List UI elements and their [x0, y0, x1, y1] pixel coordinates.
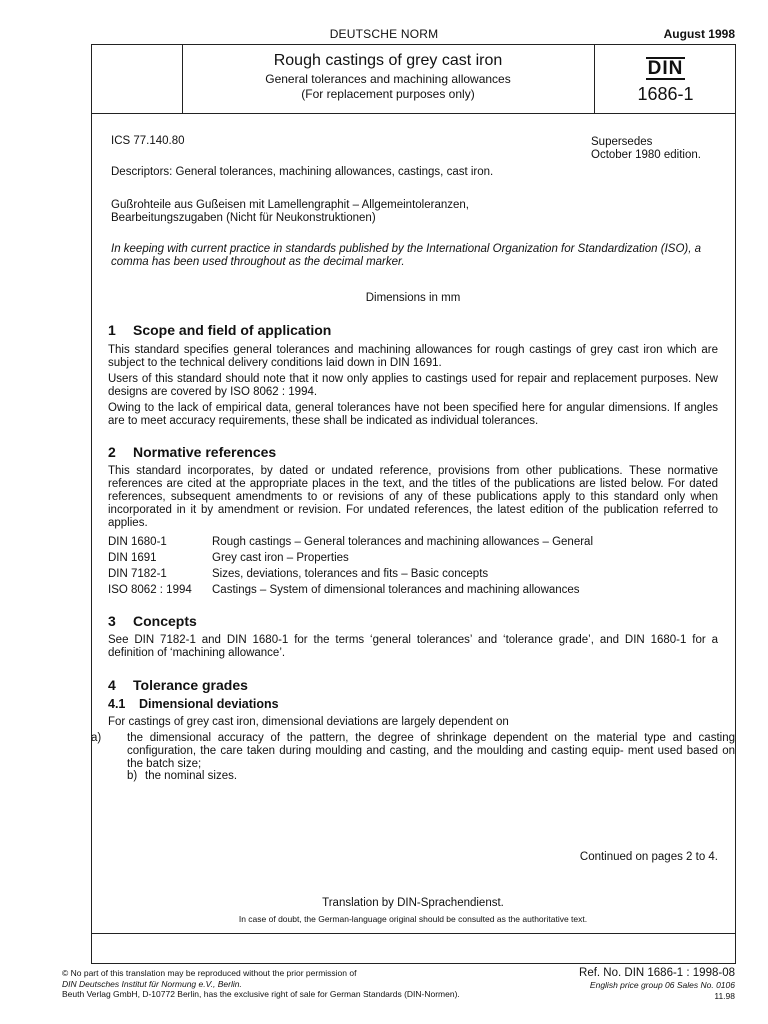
- document-title: Rough castings of grey cast iron: [273, 52, 503, 69]
- section-3-paragraph-1: See DIN 7182-1 and DIN 1680-1 for the terms ‘general tolerances’ and ‘tolerance grade’, and DIN 1680-1 for a definition of ‘machining allowance’.: [108, 634, 718, 659]
- copyright-line-3: Beuth Verlag GmbH, D-10772 Berlin, has the exclusive right of sale for German Standards (DIN-Normen).: [62, 989, 460, 999]
- reference-code: DIN 7182-1: [108, 568, 167, 580]
- section-3-title: Concepts: [133, 613, 197, 629]
- print-date-code: 11.98: [714, 991, 735, 1001]
- list-item-b: [127, 770, 237, 783]
- list-item-text: the dimensional accuracy of the pattern, the degree of shrinkage dependent on the material type and casting configuration, the care taken during moulding and casting, and the moulding and casting equip- ment used based on the batch size;: [127, 732, 735, 770]
- supersedes-edition: October 1980 edition.: [591, 149, 701, 161]
- section-3-number: 3: [108, 613, 116, 629]
- standard-type: DEUTSCHE NORM: [329, 27, 439, 41]
- list-item-text: the nominal sizes.: [145, 770, 238, 782]
- copyright-line-1: © No part of this translation may be reproduced without the prior permission of: [62, 968, 357, 978]
- frame-divider: [92, 933, 735, 934]
- price-group: English price group 06 Sales No. 0106: [589, 980, 735, 990]
- reference-title: Castings – System of dimensional tolerances and machining allowances: [212, 584, 580, 596]
- section-2-number: 2: [108, 444, 116, 460]
- ics-code: ICS 77.140.80: [111, 135, 185, 147]
- german-title-line-1: Gußrohteile aus Gußeisen mit Lamellengraphit – Allgemeintoleranzen,: [111, 199, 469, 211]
- continued-note: Continued on pages 2 to 4.: [579, 851, 718, 863]
- supersedes-label: Supersedes: [591, 136, 653, 148]
- din-logo: DIN: [647, 58, 684, 79]
- section-1-paragraph-3: Owing to the lack of empirical data, general tolerances have not been specified here for angular dimensions. If angles are to meet accuracy requirements, these shall be indicated as individual tolerances.: [108, 402, 718, 427]
- iso-decimal-note: In keeping with current practice in standards published by the International Organization for Standardization (ISO), a comma has been used throughout as the decimal marker.: [111, 243, 702, 268]
- title-cell: [182, 45, 594, 113]
- title-block-left-cell: [92, 45, 183, 113]
- german-title-line-2: Bearbeitungszugaben (Nicht für Neukonstruktionen): [111, 212, 376, 224]
- descriptors: Descriptors: General tolerances, machining allowances, castings, cast iron.: [111, 166, 494, 178]
- copyright-line-2: DIN Deutsches Institut für Normung e.V., Berlin.: [62, 978, 242, 989]
- list-item-label: a): [91, 732, 102, 744]
- section-4-1-number: 4.1: [108, 697, 126, 711]
- reference-code: DIN 1691: [108, 552, 157, 564]
- document-subtitle-2: (For replacement purposes only): [301, 87, 475, 101]
- reference-number-block: [579, 967, 735, 1002]
- german-title: [111, 199, 671, 225]
- supersedes-note: [591, 136, 731, 162]
- section-1-paragraph-2: Users of this standard should note that it now only applies to castings used for repair and replacement purposes. New designs are covered by ISO 8062 : 1994.: [108, 373, 718, 398]
- reference-code: ISO 8062 : 1994: [108, 584, 192, 596]
- section-4-1-heading: [108, 697, 279, 711]
- publication-date: August 1998: [663, 27, 735, 41]
- section-3-heading: [108, 613, 197, 629]
- section-2-title: Normative references: [133, 444, 277, 460]
- section-4-1-title: Dimensional deviations: [139, 697, 279, 711]
- reference-title: Rough castings – General tolerances and machining allowances – General: [212, 536, 594, 548]
- list-item-a: [91, 732, 735, 771]
- dimensions-note: Dimensions in mm: [365, 292, 461, 304]
- section-1-title: Scope and field of application: [133, 322, 332, 338]
- section-2-paragraph-1: This standard incorporates, by dated or undated reference, provisions from other publications. These normative references are cited at the appropriate places in the text, and the titles of the publications are listed below. For dated references, subsequent amendments to or revisions of any of these publications apply to this standard only when incorporated in it by amendment or revision. For undated references, the latest edition of the publication referred to applies.: [108, 465, 718, 529]
- title-block: [92, 45, 735, 114]
- section-4-title: Tolerance grades: [133, 677, 248, 693]
- section-1-number: 1: [108, 322, 116, 338]
- section-4-heading: [108, 677, 248, 693]
- document-subtitle-1: General tolerances and machining allowances: [265, 72, 511, 86]
- reference-number: Ref. No. DIN 1686-1 : 1998-08: [579, 967, 735, 979]
- section-4-1-paragraph: For castings of grey cast iron, dimensional deviations are largely dependent on: [108, 716, 509, 728]
- list-item-label: b): [127, 770, 138, 782]
- copyright-notice: [62, 968, 542, 1000]
- reference-title: Grey cast iron – Properties: [212, 552, 349, 564]
- din-number: 1686-1: [637, 84, 694, 104]
- reference-code: DIN 1680-1: [108, 536, 167, 548]
- translation-note: Translation by DIN-Sprachendienst.: [322, 897, 504, 909]
- authoritative-text-note: In case of doubt, the German-language original should be consulted as the authoritative text.: [238, 914, 588, 924]
- section-1-paragraph-1: This standard specifies general tolerances and machining allowances for rough castings of grey cast iron which are subject to the technical delivery conditions laid down in DIN 1691.: [108, 344, 718, 369]
- section-1-heading: [108, 322, 331, 338]
- reference-title: Sizes, deviations, tolerances and fits – Basic concepts: [212, 568, 489, 580]
- section-4-number: 4: [108, 677, 116, 693]
- section-2-heading: [108, 444, 276, 460]
- din-number-cell: [594, 45, 736, 113]
